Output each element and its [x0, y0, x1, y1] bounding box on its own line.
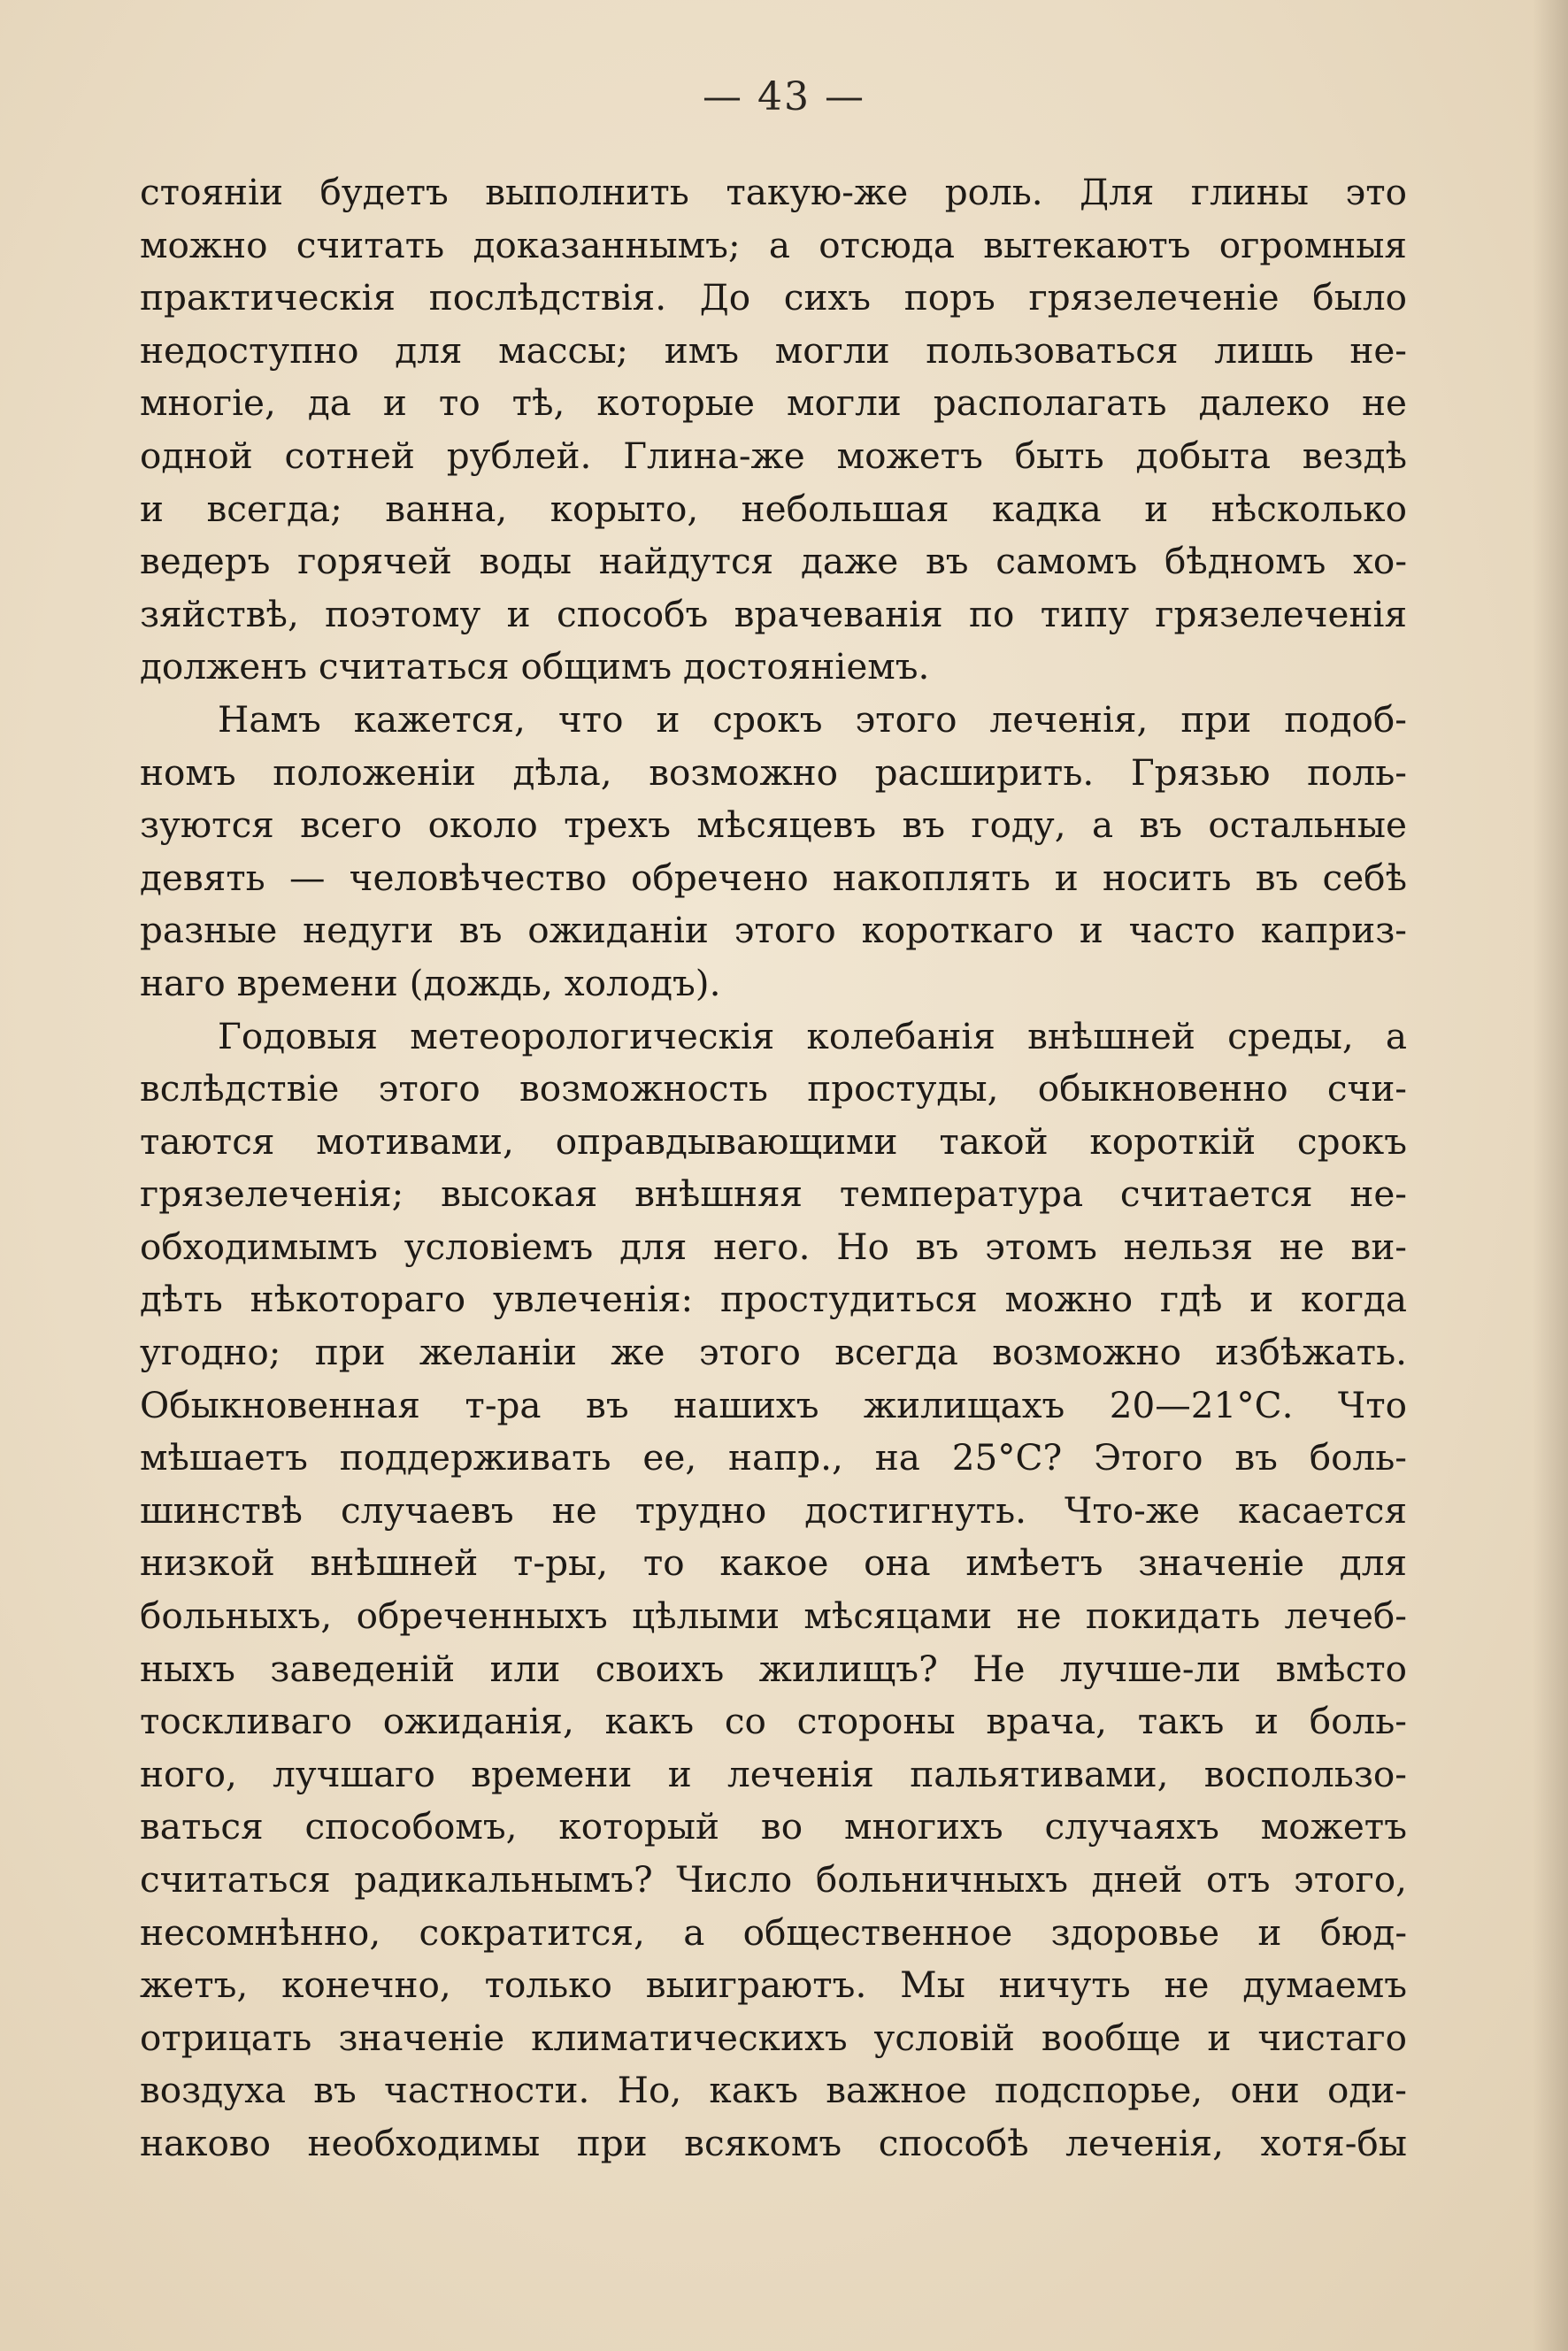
text-line: наково необходимы при всякомъ способѣ леченія, хотя-бы [140, 2121, 1407, 2164]
text-line: ного, лучшаго времени и леченія пальятивами, воспользо- [140, 1752, 1407, 1795]
text-line: воздуха въ частности. Но, какъ важное подспорье, они оди- [140, 2069, 1407, 2112]
paragraph [140, 694, 1407, 1010]
text-line: обходимымъ условіемъ для него. Но въ этомъ нельзя не ви- [140, 1225, 1407, 1268]
text-line: мѣшаетъ поддерживать ее, напр., на 25°С? Этого въ боль- [140, 1436, 1407, 1479]
body-text [140, 166, 1407, 2170]
text-line: ваться способомъ, который во многихъ случаяхъ можетъ [140, 1805, 1407, 1848]
text-line: Годовыя метеорологическія колебанія внѣшней среды, а [218, 1014, 1407, 1057]
text-line: девять — человѣчество обречено накоплять и носить въ себѣ [140, 856, 1407, 899]
text-line: долженъ считаться общимъ достояніемъ. [140, 645, 930, 688]
text-line: можно считать доказаннымъ; а отсюда вытекаютъ огромныя [140, 223, 1407, 266]
text-line: стояніи будетъ выполнить такую-же роль. Для глины это [140, 171, 1407, 213]
text-line: ведеръ горячей воды найдутся даже въ самомъ бѣдномъ хо- [140, 540, 1407, 583]
text-line: зяйствѣ, поэтому и способъ врачеванія по типу грязелеченія [140, 592, 1407, 635]
text-line: тоскливаго ожиданія, какъ со стороны врача, такъ и боль- [140, 1700, 1407, 1743]
text-line: Намъ кажется, что и срокъ этого леченія, при подоб- [218, 697, 1407, 741]
text-line: шинствѣ случаевъ не трудно достигнуть. Что-же касается [140, 1488, 1407, 1532]
text-line: зуются всего около трехъ мѣсяцевъ въ году, а въ остальные [140, 803, 1407, 847]
text-line: наго времени (дождь, холодъ). [140, 961, 721, 1004]
text-line: больныхъ, обреченныхъ цѣлыми мѣсяцами не покидать лечеб- [140, 1594, 1407, 1638]
text-line: номъ положеніи дѣла, возможно расширить. Грязью поль- [140, 750, 1407, 794]
text-line: Обыкновенная т-ра въ нашихъ жилищахъ 20—21°С. Что [140, 1383, 1407, 1426]
text-line: многіе, да и то тѣ, которые могли располагать далеко не [140, 381, 1407, 425]
text-line: жетъ, конечно, только выиграютъ. Мы ничуть не думаемъ [140, 1963, 1407, 2007]
text-line: дѣть нѣкотораго увлеченія: простудиться можно гдѣ и когда [140, 1278, 1407, 1321]
text-line: одной сотней рублей. Глина-же можетъ быть добыта вездѣ [140, 434, 1407, 477]
paragraph [140, 166, 1407, 694]
page-edge-shadow [1533, 0, 1568, 2351]
text-line: грязелеченія; высокая внѣшняя температура считается не- [140, 1172, 1407, 1216]
text-line: недоступно для массы; имъ могли пользоваться лишь не- [140, 328, 1407, 372]
text-line: вслѣдствіе этого возможность простуды, обыкновенно счи- [140, 1067, 1407, 1110]
text-line: практическія послѣдствія. До сихъ поръ грязелеченіе было [140, 276, 1407, 319]
text-line: и всегда; ванна, корыто, небольшая кадка и нѣсколько [140, 487, 1407, 530]
text-line: угодно; при желаніи же этого всегда возможно избѣжать. [140, 1331, 1407, 1374]
text-line: несомнѣнно, сократится, а общественное здоровье и бюд- [140, 1910, 1407, 1954]
text-line: отрицать значеніе климатическихъ условій вообще и чистаго [140, 2016, 1407, 2059]
text-line: считаться радикальнымъ? Число больничныхъ дней отъ этого, [140, 1858, 1407, 1901]
paragraph [140, 1010, 1407, 2170]
text-line: разные недуги въ ожиданіи этого короткаго и часто каприз- [140, 909, 1407, 952]
text-line: ныхъ заведеній или своихъ жилищъ? Не лучше-ли вмѣсто [140, 1647, 1407, 1690]
text-line: таются мотивами, оправдывающими такой короткій срокъ [140, 1119, 1407, 1163]
text-line: низкой внѣшней т-ры, то какое она имѣетъ значеніе для [140, 1541, 1407, 1585]
page-number: — 43 — [703, 74, 865, 119]
